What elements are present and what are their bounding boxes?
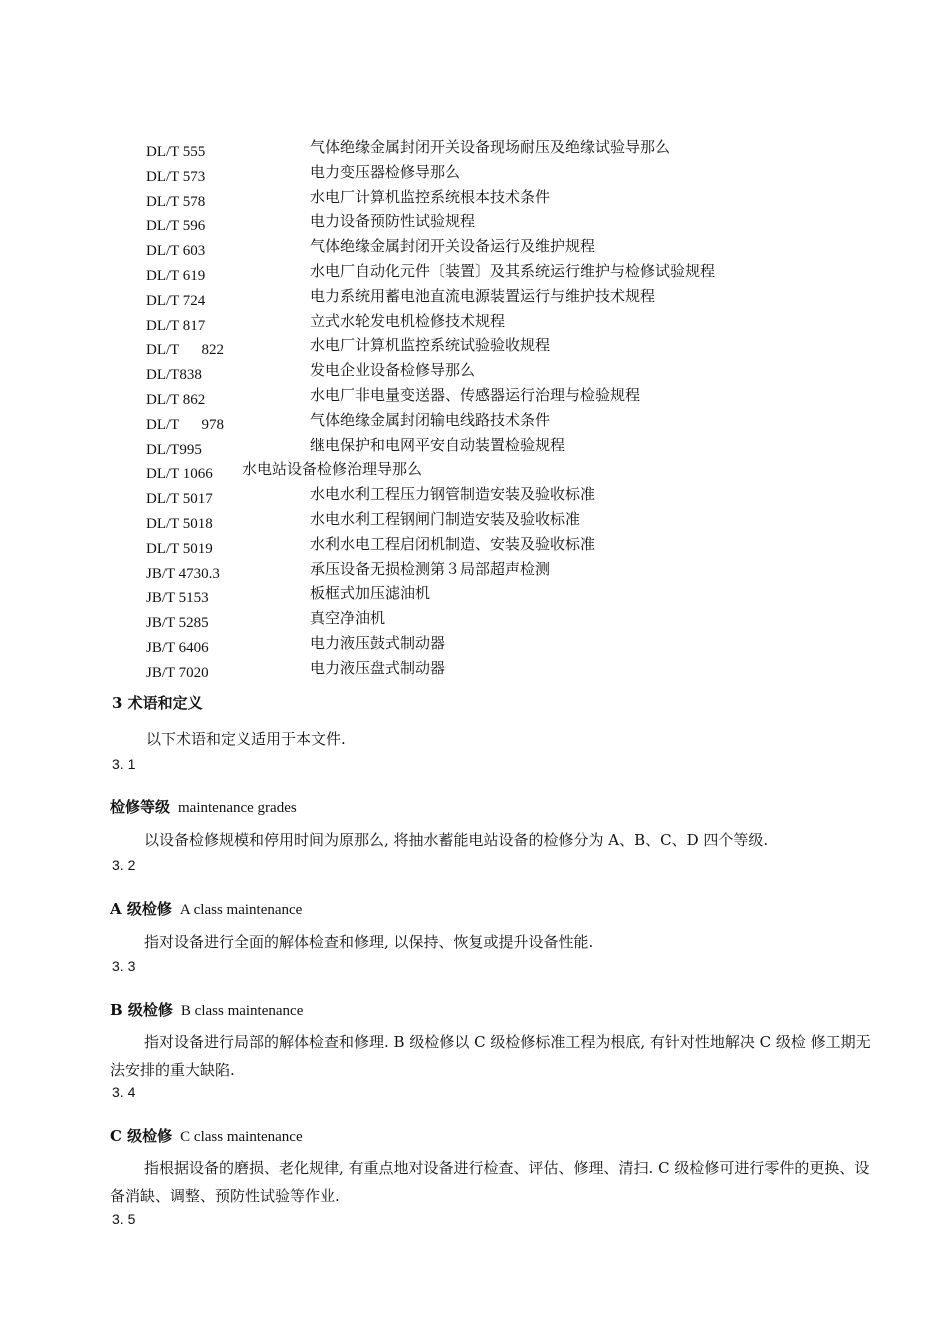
reference-code: DL/T 817	[146, 317, 206, 334]
reference-code: DL/T 724	[146, 292, 206, 309]
section-intro: 以下术语和定义适用于本文件.	[146, 730, 346, 748]
reference-title: 水电厂计算机监控系统根本技术条件	[310, 189, 551, 206]
definition-text-body: 指根据设备的磨损、老化规律, 有重点地对设备进行检查、评估、修理、清扫. C 级检修可进行零件的更换、设备消缺、调整、预防性试验等作业.	[110, 1159, 870, 1205]
definition-text	[110, 826, 875, 854]
definition-text	[110, 928, 875, 956]
reference-title: 水利水电工程启闭机制造、安装及验收标准	[310, 536, 596, 553]
reference-title: 承压设备无损检测第３局部超声检测	[310, 561, 551, 578]
reference-code: DL/T995	[146, 441, 202, 458]
clause-number: 3. 3	[112, 958, 136, 974]
reference-code: DL/T 573	[146, 168, 206, 185]
reference-code: DL/T 1066	[146, 466, 213, 483]
reference-title: 水电厂非电量变送器、传感器运行治理与检验规程	[310, 388, 641, 404]
reference-code: DL/T 555	[146, 144, 206, 160]
reference-code: DL/T 603	[146, 243, 206, 260]
definition-text	[110, 1028, 875, 1084]
definition-text-body: 指对设备进行局部的解体检查和修理. B 级检修以 C 级检修标准工程为根底, 有针对性地解决 C 级检 修工期无法安排的重大缺陷.	[110, 1033, 871, 1079]
reference-title: 水电水利工程钢闸门制造安装及验收标准	[310, 512, 581, 528]
clause-number: 3. 5	[112, 1211, 136, 1227]
reference-code: JB/T 4730.3	[146, 565, 220, 582]
definition-text-body: 以设备检修规模和停用时间为原那么, 将抽水蓄能电站设备的检修分为 A、B、C、D 四个等级.	[144, 831, 769, 849]
reference-title: 真空净油机	[310, 611, 386, 628]
reference-code: DL/T 822	[146, 342, 225, 359]
reference-code: DL/T 578	[146, 193, 206, 210]
reference-code: DL/T 596	[146, 218, 206, 235]
reference-code: JB/T 5153	[146, 590, 209, 607]
reference-title: 气体绝缘金属封闭输电线路技术条件	[310, 412, 551, 429]
reference-title: 水电站设备检修治理导那么	[242, 462, 423, 479]
reference-code: DL/T 5019	[146, 540, 213, 557]
reference-title: 气体绝缘金属封闭开关设备运行及维护规程	[310, 239, 596, 256]
clause-number: 3. 4	[112, 1084, 136, 1100]
reference-title: 电力液压鼓式制动器	[310, 636, 446, 652]
reference-code: DL/T838	[146, 367, 202, 384]
reference-code: DL/T 5017	[146, 491, 213, 508]
reference-title: 电力变压器检修导那么	[310, 164, 461, 181]
term-heading	[110, 796, 297, 817]
reference-title: 继电保护和电网平安自动装置检验规程	[310, 437, 566, 454]
term-zh: B 级检修	[110, 1001, 173, 1019]
term-zh: C 级检修	[110, 1127, 173, 1145]
term-en: C class maintenance	[180, 1129, 303, 1145]
reference-title: 板框式加压滤油机	[310, 586, 431, 603]
reference-code: DL/T 5018	[146, 516, 213, 532]
section-heading: 3 术语和定义	[112, 694, 203, 712]
reference-title: 气体绝缘金属封闭开关设备现场耐压及绝缘试验导那么	[310, 140, 671, 156]
reference-code: DL/T 619	[146, 268, 206, 284]
definition-text	[110, 1154, 875, 1210]
reference-code: DL/T 862	[146, 392, 206, 408]
reference-title: 立式水轮发电机检修技术规程	[310, 313, 506, 330]
reference-code: JB/T 6406	[146, 640, 209, 656]
term-zh: A 级检修	[110, 900, 172, 918]
reference-title: 水电厂自动化元件〔装置〕及其系统运行维护与检修试验规程	[310, 264, 716, 280]
clause-number: 3. 2	[112, 857, 136, 873]
term-heading	[110, 898, 302, 919]
clause-number: 3. 1	[112, 756, 136, 772]
term-zh: 检修等级	[110, 798, 171, 816]
definition-text-body: 指对设备进行全面的解体检查和修理, 以保持、恢复或提升设备性能.	[144, 933, 594, 951]
term-en: B class maintenance	[180, 1003, 304, 1019]
reference-code: JB/T 7020	[146, 664, 209, 681]
term-heading	[110, 999, 303, 1020]
term-en: maintenance grades	[178, 800, 297, 816]
reference-title: 电力系统用蓄电池直流电源装置运行与维护技术规程	[310, 288, 656, 305]
term-heading	[110, 1125, 303, 1146]
reference-title: 水电厂计算机监控系统试验验收规程	[310, 338, 551, 355]
term-en: A class maintenance	[179, 902, 303, 918]
reference-title: 电力液压盘式制动器	[310, 660, 446, 677]
reference-code: JB/T 5285	[146, 615, 209, 632]
reference-title: 发电企业设备检修导那么	[310, 363, 476, 380]
reference-title: 电力设备预防性试验规程	[310, 214, 476, 231]
reference-title: 水电水利工程压力钢管制造安装及验收标准	[310, 487, 596, 504]
reference-code: DL/T 978	[146, 416, 225, 433]
